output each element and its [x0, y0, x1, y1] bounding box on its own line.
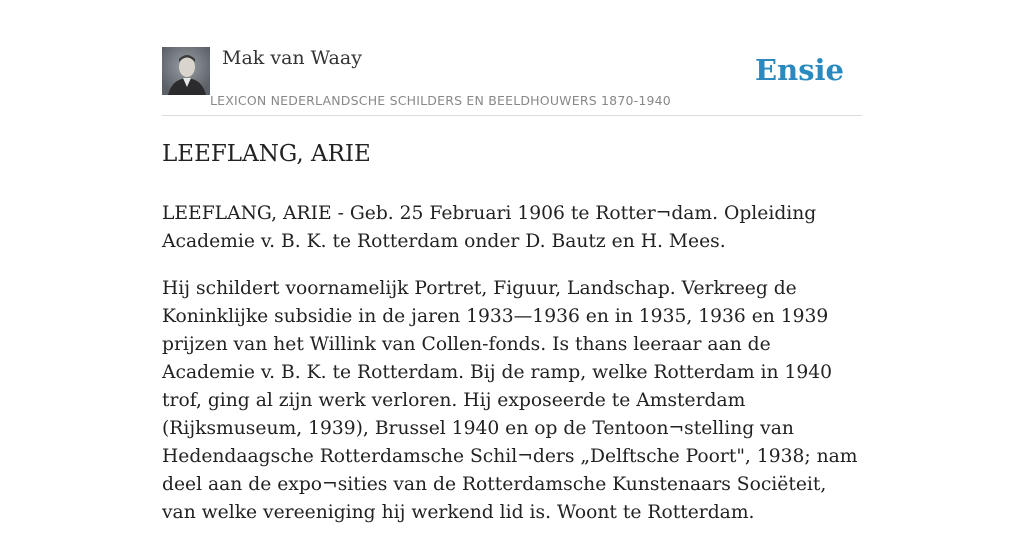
page-header — [162, 46, 862, 116]
portrait-image — [162, 47, 210, 95]
source-title[interactable]: LEXICON NEDERLANDSCHE SCHILDERS EN BEELDHOUWERS 1870-1940 — [210, 93, 671, 108]
article — [162, 138, 862, 546]
author-avatar[interactable] — [162, 47, 210, 95]
brand-logo[interactable]: Ensie — [755, 53, 844, 87]
page-title: LEEFLANG, ARIE — [162, 141, 371, 167]
author-name[interactable]: Mak van Waay — [222, 47, 362, 69]
article-paragraph-1: LEEFLANG, ARIE - Geb. 25 Februari 1906 te Rotter¬dam. Opleiding Academie v. B. K. te Rotterdam onder D. Bautz en H. Mees. — [162, 203, 817, 252]
article-paragraph-2: Hij schildert voornamelijk Portret, Figuur, Landschap. Verkreeg de Koninklijke subsidie in de jaren 1933—1936 en in 1935, 1936 en 1939 prijzen van het Willink van Collen-fonds. Is thans leeraar aan de Academie v. B. K. te Rotterdam. Bij de ramp, welke Rotterdam in 1940 trof, ging al zijn werk verloren. Hij exposeerde te Amsterdam (Rijksmuseum, 1939), Brussel 1940 en op de Tentoon¬stelling van Hedendaagsche Rotterdamsche Schil¬ders „Delftsche Poort", 1938; nam deel aan de expo¬sities van de Rotterdamsche Kunstenaars Sociëteit, van welke vereeniging hij werkend lid is. Woont te Rotterdam. — [162, 278, 858, 523]
